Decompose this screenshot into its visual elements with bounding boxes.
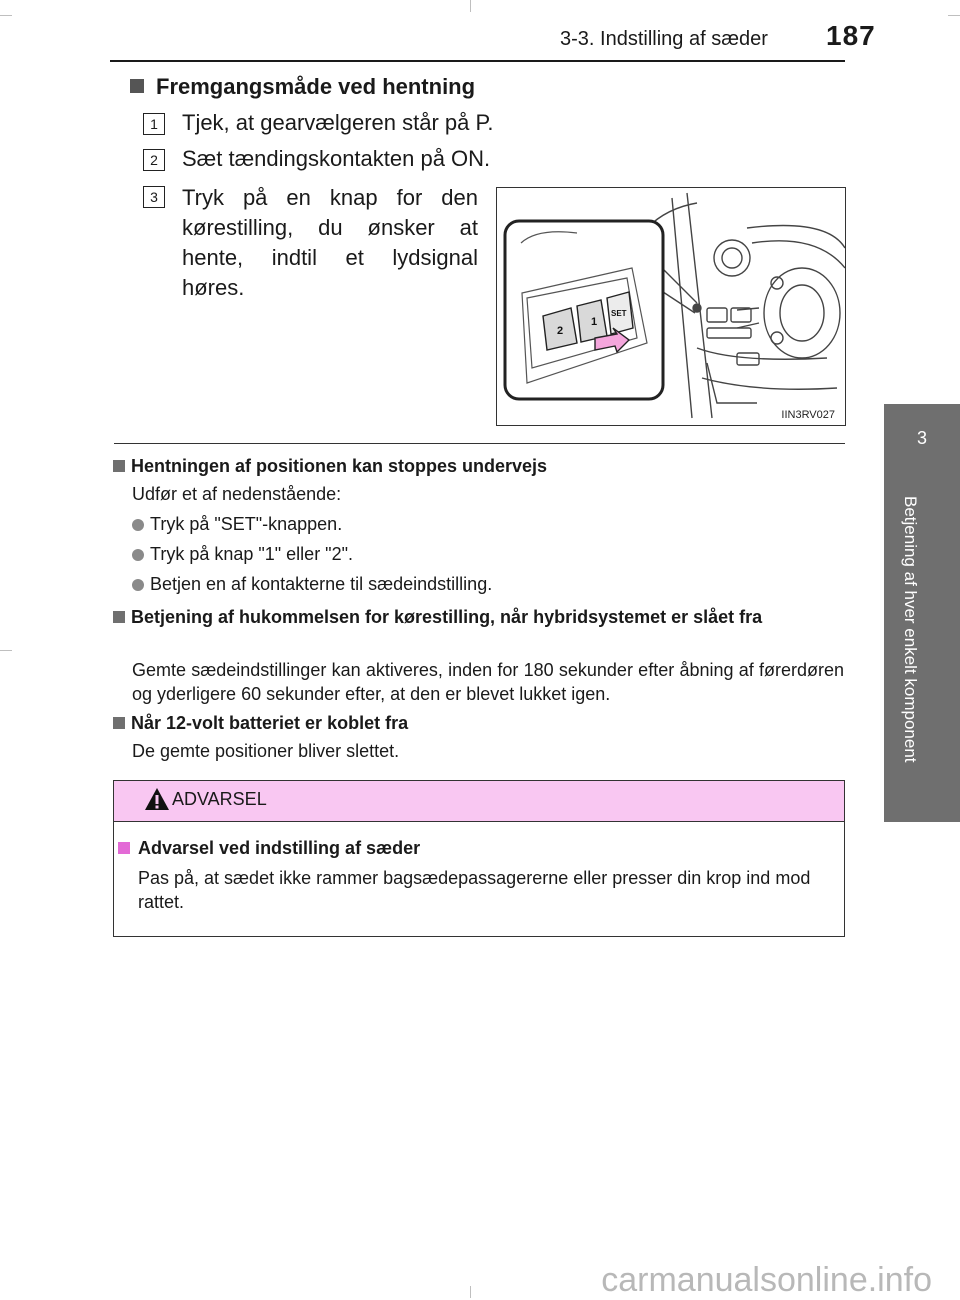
list-item-text: Tryk på "SET"-knappen.	[150, 514, 343, 534]
memory-button-illustration	[496, 187, 846, 426]
bullet-icon	[132, 549, 144, 561]
warning-title: ADVARSEL	[172, 789, 267, 809]
section-title: 3-3. Indstilling af sæder	[560, 28, 768, 50]
procedure-heading	[130, 74, 475, 100]
crop-mark	[948, 15, 960, 16]
crop-mark	[0, 15, 12, 16]
note-heading	[113, 713, 408, 734]
note-body: De gemte positioner bliver slettet.	[132, 741, 400, 761]
step-number: 2	[143, 149, 165, 171]
note-body: Gemte sædeindstillinger kan aktiveres, inden for 180 sekunder efter åbning af førerdøren og yderligere 60 sekunder efter, at den er blevet lukket igen.	[132, 660, 844, 704]
step-text: Tryk på en knap for den kørestilling, du ønsker at hente, indtil et lydsignal høres.	[182, 185, 478, 300]
warning-subheading	[118, 838, 420, 859]
dashboard-drawing	[497, 188, 845, 425]
step-text: Tjek, at gearvælgeren står på P.	[182, 110, 494, 135]
note-heading	[113, 456, 547, 477]
square-marker-icon	[118, 842, 130, 854]
step-number: 1	[143, 113, 165, 135]
square-marker-icon	[113, 611, 125, 623]
page-number: 187	[826, 20, 876, 51]
square-marker-icon	[130, 79, 144, 93]
bullet-icon	[132, 579, 144, 591]
list-item	[132, 514, 342, 535]
button-label-2: 2	[557, 325, 564, 337]
button-label-1: 1	[591, 316, 598, 328]
step-text: Sæt tændingskontakten på ON.	[182, 146, 491, 171]
procedure-title: Fremgangsmåde ved hentning	[156, 74, 476, 99]
note-heading	[113, 605, 844, 629]
list-item-text: Tryk på knap "1" eller "2".	[150, 544, 353, 564]
step-number: 3	[143, 186, 165, 208]
square-marker-icon	[113, 460, 125, 472]
button-label-set: SET	[611, 309, 627, 318]
chapter-number: 3	[916, 428, 927, 448]
warning-header	[114, 781, 844, 822]
list-item	[132, 544, 353, 565]
crop-mark	[470, 1286, 471, 1298]
warning-subheading-text: Advarsel ved indstilling af sæder	[138, 838, 421, 858]
warning-box	[113, 780, 845, 937]
crop-mark	[470, 0, 471, 12]
chapter-tab	[884, 404, 960, 822]
section-divider	[114, 443, 845, 444]
watermark-text: carmanualsonline.info	[601, 1261, 932, 1299]
square-marker-icon	[113, 717, 125, 729]
header-rule	[110, 60, 845, 62]
note-heading-text: Når 12-volt batteriet er koblet fra	[131, 713, 409, 733]
list-item	[132, 574, 492, 595]
bullet-icon	[132, 519, 144, 531]
note-heading-text: Hentningen af positionen kan stoppes undervejs	[131, 456, 548, 476]
crop-mark	[0, 650, 12, 651]
warning-body: Pas på, at sædet ikke rammer bagsædepassagererne eller presser din krop ind mod rattet.	[138, 868, 811, 912]
warning-triangle-icon	[144, 787, 170, 811]
illustration-code: IIN3RV027	[781, 409, 835, 421]
note-heading-text: Betjening af hukommelsen for kørestilling, når hybridsystemet er slået fra	[131, 607, 763, 627]
note-intro: Udfør et af nedenstående:	[132, 484, 342, 504]
chapter-title: Betjening af hver enkelt komponent	[901, 496, 920, 763]
list-item-text: Betjen en af kontakterne til sædeindstilling.	[150, 574, 493, 594]
